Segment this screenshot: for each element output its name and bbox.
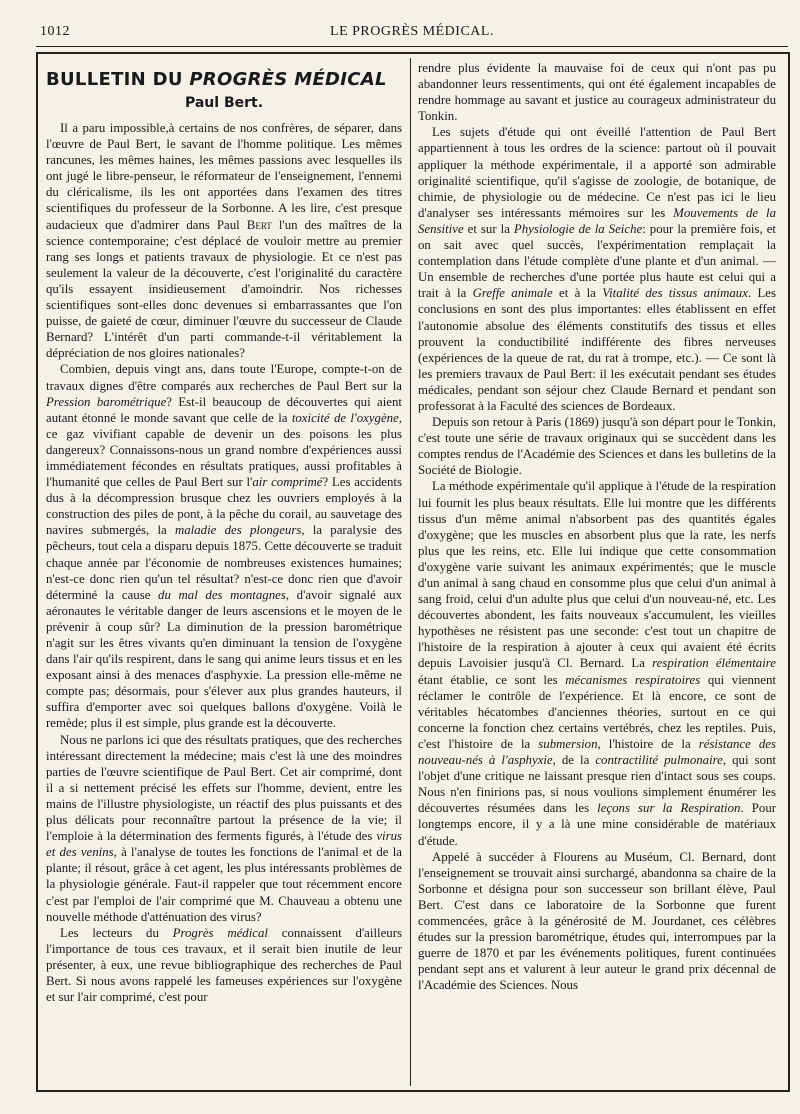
italic-text: Pression barométrique (46, 394, 167, 409)
italic-text: leçons sur la Respiration (597, 801, 741, 816)
text-run: Les sujets d'étude qui ont éveillé l'attention de Paul Bert appartiennent à tous les ordres de la science: partout où il pouvait appliquer la méthode expérimentale, il a apporté son admirable originalité scientifique, qu'il s'agisse de zoologie, de botanique, de chimie, de physiologie ou de médecine. Ce n'est pas ici le lieu d'analyser ses intéressants mémoires sur les (418, 125, 776, 220)
text-run: qui viennent réclamer le contrôle de l'expérience. Et là encore, ce sont de véritables hécatombes d'anciennes théories, surtout en ce qui concerne la fonction chez certains vertébrés, chez les reptiles. Puis, c'est l'histoire de la (418, 672, 776, 751)
italic-text: submersion (538, 736, 598, 751)
column-divider (410, 58, 411, 1086)
title-journal-name: PROGRÈS MÉDICAL (189, 69, 387, 90)
italic-text: respiration élémentaire (652, 656, 776, 671)
paragraph (46, 925, 402, 1005)
text-run: Combien, depuis vingt ans, dans toute l'Europe, compte-t-on de travaux dignes d'être comparés aux recherches de Paul Bert sur la (46, 362, 402, 393)
text-run: Nous ne parlons ici que des résultats pratiques, que des recherches intéressant directement la médecine; mais c'est là une des moindres parties de l'œuvre scientifique de Paul Bert. Cet air comprimé, dont il a si nettement précisé les effets sur l'homme, devient, entre les mains de l'illustre physiologiste, un réactif des plus puissants et des plus délicats pour reconnaître partout la présence de la vie; il l'emploie à la détermination des ferments figurés, à l'étude des (46, 732, 402, 844)
italic-text: Mouvements de la Sensitive (418, 205, 776, 236)
italic-text: du mal des montagnes (158, 587, 286, 602)
text-run: et à la (552, 286, 603, 301)
text-run: , la paralysie des pêcheurs, tout cela a disparu depuis 1875. Cette découverte se traduit chaque année par l'économie de nombreuses existences humaines; n'est-ce donc rien qu'un tel résultat? n'est-ce donc rien que d'avoir déterminé la cause (46, 523, 402, 602)
right-column (418, 60, 776, 1090)
text-run: , l'histoire de la (597, 736, 699, 751)
text-run: , d'avoir signalé aux aéronautes le véritable danger de leurs ascensions et le moyen de le prévenir à coup sûr? La diminution de la pression barométrique n'agit sur les êtres vivants qu'en diminuant la tension de l'oxygène dans l'air qu'ils respirent, dans le sang qui anime leurs tissus et en les exposant ainsi à des menaces d'asphyxie. La pression elle-même ne compte pas; désormais, pour s'élever aux plus grandes hauteurs, il suffira d'emporter avec soi quelques ballons d'oxygène. Voilà le remède; plus il est simple, plus grande est la découverte. (46, 587, 402, 731)
text-run: Appelé à succéder à Flourens au Muséum, Cl. Bernard, dont l'enseignement se trouvait ainsi surchargé, abandonna sa chaire de la Sorbonne et désigna pour son successeur son brillant élève, Paul Bert. C'est dans ce laboratoire de la Sorbonne que furent commencées, grâce à la générosité de M. Jourdanet, ces célèbres études sur la pression barométrique, études qui, interrompues par la guerre de 1870 et par les événements politiques, furent continuées pendant sept ans et valurent à leur auteur le grand prix décennal de l'Académie des Sciences. Nous (418, 849, 776, 993)
text-run: : pour la première fois, et on sait avec quel succès, l'expérimentation remplaçait la contemplation dans l'étude complète d'une plante et d'un animal. — Un ensemble de recherches d'une portée plus haute est celui qui a trait à la (418, 221, 776, 301)
text-run: l'un des maîtres de la science contemporaine; c'est déplacé de vouloir mettre au premier rang ses longs et patients travaux de physiologie. Et ce n'est pas seulement la valeur de la découverte, c'est l'originalité du caractère qu'ils essayent insidieusement d'amoindrir. Nos richesses scientifiques sont-elles donc devenues si embarrassantes que l'on puisse, de gaieté de cœur, diminuer l'œuvre du successeur de Claude Bernard? L'intérêt d'un parti commande-t-il véritablement la dépréciation de nos gloires nationales? (46, 217, 402, 361)
italic-text: contractilité pulmonaire (595, 753, 723, 768)
italic-text: Vitalité des tissus animaux (602, 286, 748, 301)
italic-text: mécanismes respiratoires (565, 672, 701, 687)
italic-text: Greffe animale (472, 286, 553, 301)
paragraph (418, 60, 776, 124)
smallcaps-text: Bert (246, 217, 272, 232)
text-run: Les lecteurs du (60, 925, 173, 940)
text-run: . Pour longtemps encore, il y a là une mine considérable de matériaux d'étude. (418, 801, 776, 848)
text-run: ? Les accidents dus à la décompression brusque chez les ouvriers employés à la construction des piles de pont, à la pêche du corail, au sauvetage des navires submergés, la (46, 475, 402, 538)
text-run: La méthode expérimentale qu'il applique à l'étude de la respiration lui fournit les plus beaux résultats. Elle lui montre que les différents tissus d'un même animal n'absorbent pas des quantités égales d'oxygène; que les muscles en absorbent plus que la rate, les nerfs plus que les reins, etc. Elle lui indique que cette consommation d'oxygène varie suivant les animaux expérimentés; que le muscle d'un animal à sang chaud en consomme plus que celui d'un animal à sang froid, celui d'un adulte plus que celui d'un nouveau-né, etc. Les découvertes abondent, les faits nouveaux s'accumulent, les vieilles hypothèses ne résistent pas une seconde: c'est tout un chapitre de l'histoire de la respiration à ajouter à ceux qui avaient été écrits depuis Lavoisier jusqu'à Cl. Bernard. La (418, 479, 776, 671)
text-run: , de la (552, 753, 596, 768)
italic-text: virus et des venins (46, 829, 402, 860)
paragraph (46, 732, 402, 925)
italic-text: toxicité de l'oxygène (291, 410, 399, 425)
article-title (46, 68, 402, 92)
text-run: . Les conclusions en sont des plus importantes: elles établissent en effet l'autonomie absolue des éléments constitutifs des tissus et elles prouvent la conductibilité indifférente des fibres nerveuses (expériences de la queue de rat, du rat à trompe, etc.). — Ce sont là les premiers travaux de Paul Bert: il les exécutait pendant ses études médicales, pendant son séjour chez Claude Bernard et pendant son professorat à la Faculté des sciences de Bordeaux. (418, 286, 776, 413)
text-run: connaissent d'ailleurs l'importance de tous ces travaux, et il serait bien inutile de leur présenter, à eux, une revue bibliographique des recherches de Paul Bert. Si nous avons rappelé les fameuses expériences sur l'oxygène et sur l'air comprimé, c'est pour (46, 925, 402, 1005)
italic-text: maladie des plongeurs (174, 523, 302, 538)
paragraph (418, 414, 776, 478)
paragraph (418, 124, 776, 414)
text-run: Depuis son retour à Paris (1869) jusqu'à son départ pour le Tonkin, c'est toute une série de travaux originaux qui se succèdent dans les comptes rendus de l'Académie des Sciences et dans les bulletins de la Société de Biologie. (418, 415, 776, 478)
journal-title: LE PROGRÈS MÉDICAL. (330, 24, 494, 39)
italic-text: air comprimé (252, 475, 323, 490)
text-run: , à l'analyse de toutes les fonctions de l'animal et de la plante; il résout, grâce à cet agent, les plus intéressants problèmes de la physiologie générale. Faut-il rappeler que tout récemment encore c'est par l'emploi de l'air comprimé que M. Chauveau a obtenu une nouvelle méthode d'atténuation des virus? (46, 845, 402, 924)
text-run: et sur la (463, 221, 514, 236)
header-rule (36, 46, 788, 47)
paragraph (46, 120, 402, 361)
text-run: , ce gaz vivifiant capable de devenir un des poisons les plus dangereux? Connaissons-nous un grand nombre d'expériences aussi immédiatement fécondes en résultats pratiques, aussi profitables à l'humanité que celles de Paul Bert sur l' (46, 410, 402, 490)
paragraph (418, 849, 776, 994)
paragraph (418, 478, 776, 848)
paragraph (46, 361, 402, 731)
article-subject: Paul Bert. (184, 95, 264, 111)
running-head (36, 24, 788, 46)
italic-text: Progrès médical (172, 925, 268, 940)
left-column (46, 60, 402, 1090)
text-run: , qui sont l'objet d'une critique ne laissant presque rien d'intact sous ses coups. Nous n'en finirions pas, si nous voulions simplement énumérer les découvertes résumées dans les (418, 753, 776, 816)
title-prefix: BULLETIN DU (46, 69, 190, 90)
page-number: 1012 (40, 24, 70, 39)
italic-text: Physiologie de la Seiche (513, 221, 643, 236)
italic-text: résistance des nouveau-nés à l'asphyxie (418, 736, 776, 768)
text-run: rendre plus évidente la mauvaise foi de ceux qui n'ont pas pu abandonner leurs ressentiments, qui ont été également incapables de rendre hommage au savant et justice au courageux administrateur du Tonkin. (418, 61, 776, 124)
text-run: étant établie, ce sont les (418, 672, 566, 687)
text-run: ? Est-il beaucoup de découvertes qui aient autant étonné le monde savant que celle de la (46, 394, 402, 425)
text-run: Il a paru impossible,à certains de nos confrères, de séparer, dans l'œuvre de Paul Bert, le savant de l'homme politique. Les mêmes rancunes, les mêmes haines, les mêmes passions avec lesquelles ils ont jugé le libre-penseur, le réformateur de l'enseignement, l'ennemi du cléricalisme, ils les ont apportées dans l'examen des titres scientifiques du professeur de la Sorbonne. A les lire, c'est presque audacieux que d'admirer dans Paul (46, 121, 402, 232)
